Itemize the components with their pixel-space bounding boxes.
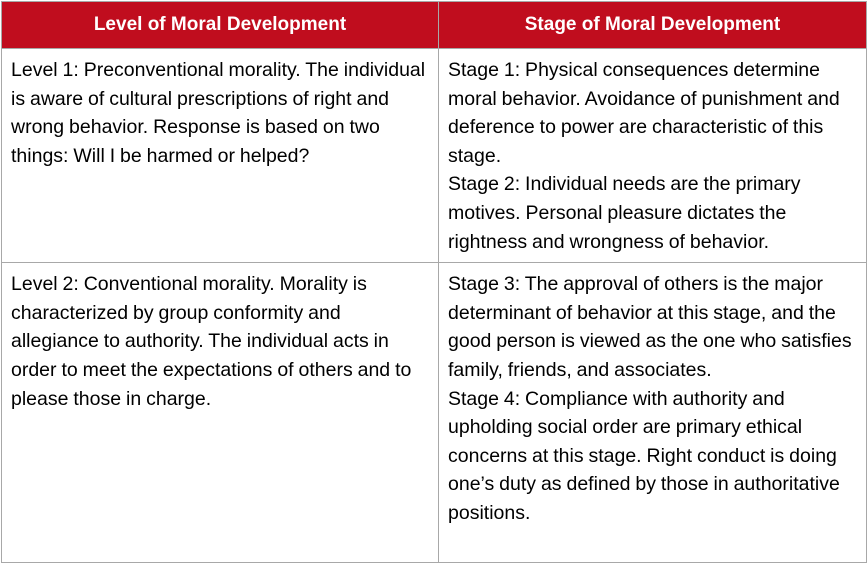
header-level: Level of Moral Development	[2, 2, 439, 49]
stage-text: Stage 3: The approval of others is the major determinant of behavior at this stage, and the good person is viewed as the one who satisfies family, friends, and associates.	[448, 273, 852, 381]
table-row	[2, 49, 867, 263]
level-cell	[2, 49, 439, 263]
level-cell	[2, 263, 439, 563]
stage-cell	[439, 49, 867, 263]
stage-text: Stage 4: Compliance with authority and upholding social order are primary ethical concerns at this stage. Right conduct is doing one’s duty as defined by those in authoritative positions.	[448, 387, 840, 524]
stage-cell	[439, 263, 867, 563]
moral-development-table	[1, 1, 867, 563]
level-text: Level 1: Preconventional morality. The individual is aware of cultural prescriptions of right and wrong behavior. Response is based on two things: Will I be harmed or helped?	[11, 59, 426, 167]
level-text: Level 2: Conventional morality. Morality is characterized by group conformity and allegiance to authority. The individual acts in order to meet the expectations of others and to please those in charge.	[11, 273, 412, 410]
table-row	[2, 263, 867, 563]
table-body	[2, 49, 867, 563]
stage-text: Stage 1: Physical consequences determine moral behavior. Avoidance of punishment and deference to power are characteristic of this stage.	[448, 59, 840, 167]
stage-text: Stage 2: Individual needs are the primary motives. Personal pleasure dictates the rightness and wrongness of behavior.	[448, 173, 801, 253]
header-stage: Stage of Moral Development	[439, 2, 867, 49]
table-header	[2, 2, 867, 49]
header-row	[2, 2, 867, 49]
